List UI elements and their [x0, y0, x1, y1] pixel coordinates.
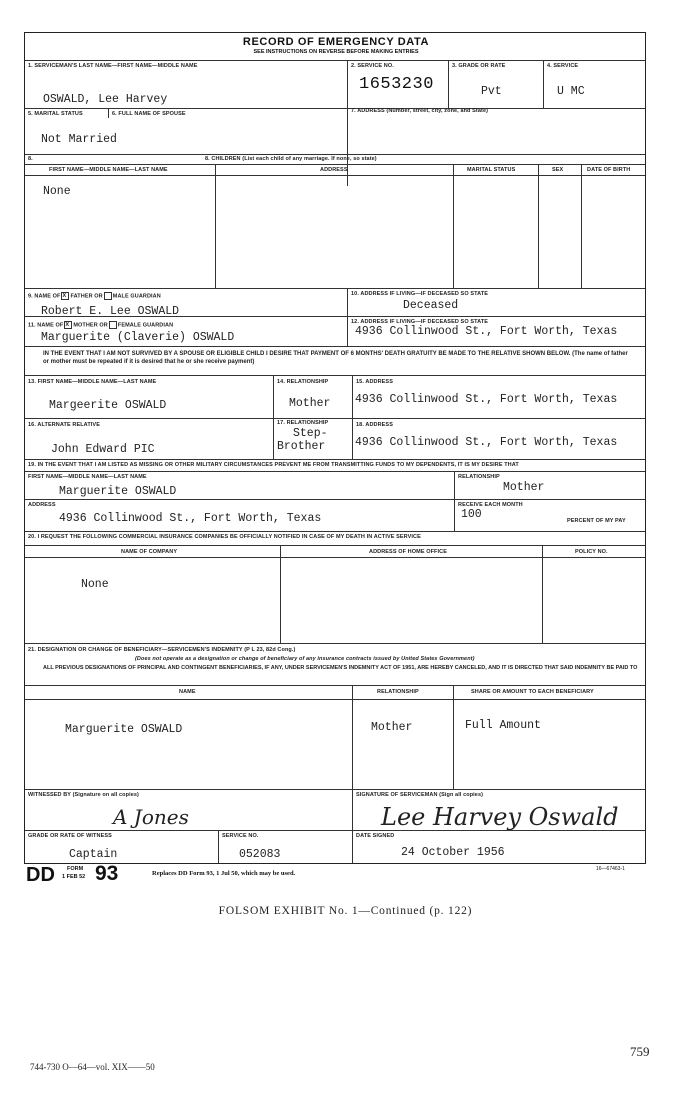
alternate-relative-name: John Edward PIC [51, 443, 155, 456]
divider [218, 830, 219, 863]
children-col-dob: DATE OF BIRTH [587, 167, 631, 173]
field-21-text: ALL PREVIOUS DESIGNATIONS OF PRINCIPAL AND CONTINGENT BENEFICIARIES, IF ANY, UNDER SERVICEMEN'S INDEMNITY ACT OF 1951, ARE HEREBY CANCELED, AND IT IS DIRECTED THAT SAID INDEMNITY BE PAID TO [43, 665, 638, 671]
allotment-name-label: FIRST NAME—MIDDLE NAME—LAST NAME [28, 474, 147, 480]
print-line: 744-730 O—64—vol. XIX——50 [30, 1062, 155, 1072]
divider [25, 471, 645, 472]
divider [543, 60, 544, 108]
page-number: 759 [630, 1044, 650, 1059]
serviceman-signature: Lee Harvey Oswald [381, 803, 619, 831]
field-8-number: 8. [28, 156, 33, 162]
divider [25, 499, 645, 500]
gratuity-relationship: Mother [289, 397, 331, 410]
serviceman-signature-label: SIGNATURE OF SERVICEMAN (Sign all copies) [356, 792, 484, 798]
divider [108, 108, 109, 118]
serviceman-name: OSWALD, Lee Harvey [43, 93, 168, 106]
beneficiary-share: Full Amount [465, 719, 541, 732]
field-20-header: 20. I REQUEST THE FOLLOWING COMMERCIAL INSURANCE COMPANIES BE OFFICIALLY NOTIFIED IN CASE OF MY DEATH IN ACTIVE SERVICE [28, 534, 421, 540]
field-21-header: 21. DESIGNATION OR CHANGE OF BENEFICIARY—SERVICEMEN'S INDEMNITY (P L 23, 82d Cong.) [28, 647, 296, 653]
field-15-label: 15. ADDRESS [356, 379, 393, 385]
divider [25, 545, 645, 546]
witness-grade-label: GRADE OR RATE OF WITNESS [28, 833, 112, 839]
mother-address: 4936 Collinwood St., Fort Worth, Texas [355, 325, 618, 338]
percent-label: PERCENT OF MY PAY [567, 518, 626, 524]
father-name: Robert E. Lee OSWALD [41, 305, 180, 318]
service-value: U MC [557, 85, 585, 98]
divider [25, 375, 645, 376]
field-4-label: 4. SERVICE [547, 63, 579, 69]
divider [25, 316, 645, 317]
beneficiary-col-share: SHARE OR AMOUNT TO EACH BENEFICIARY [471, 689, 594, 695]
witness-label: WITNESSED BY (Signature on all copies) [28, 792, 139, 798]
form-replaces: Replaces DD Form 93, 1 Jul 50, which may be used. [152, 870, 296, 877]
divider [25, 108, 645, 109]
divider [280, 545, 281, 643]
divider [25, 175, 645, 176]
receive-value: 100 [461, 508, 482, 521]
form-number: 93 [95, 862, 119, 885]
print-code: 16—67463-1 [596, 866, 625, 872]
mother-name: Marguerite (Claverie) OSWALD [41, 331, 235, 344]
field-1-label: 1. SERVICEMAN'S LAST NAME—FIRST NAME—MIDDLE NAME [28, 63, 198, 69]
witness-service-no-label: SERVICE NO. [222, 833, 259, 839]
field-21-note: (Does not operate as a designation or change of beneficiary of any insurance contracts issued by United States Government) [135, 656, 475, 662]
field-16-label: 16. ALTERNATE RELATIVE [28, 422, 100, 428]
divider [25, 346, 645, 347]
field-18-label: 18. ADDRESS [356, 422, 393, 428]
date-signed-label: DATE SIGNED [356, 833, 395, 839]
grade-value: Pvt [481, 85, 502, 98]
marital-status-value: Not Married [41, 133, 117, 146]
divider [352, 375, 353, 459]
form-title: RECORD OF EMERGENCY DATA [242, 36, 430, 48]
children-header: 8. CHILDREN (List each child of any marriage. If none, so state) [205, 156, 377, 162]
receive-label: RECEIVE EACH MONTH [458, 502, 523, 508]
form-word: FORM [67, 866, 84, 872]
children-col-sex: SEX [552, 167, 564, 173]
date-signed: 24 October 1956 [401, 846, 505, 859]
allotment-address-label: ADDRESS [28, 502, 56, 508]
divider [25, 789, 645, 790]
insurance-col-address: ADDRESS OF HOME OFFICE [369, 549, 447, 555]
field-5-label: 5. MARITAL STATUS [28, 111, 83, 117]
divider [273, 375, 274, 459]
insurance-col-company: NAME OF COMPANY [121, 549, 178, 555]
field-10-label: 10. ADDRESS IF LIVING—IF DECEASED SO STATE [351, 291, 489, 297]
divider [25, 418, 645, 419]
divider [25, 643, 645, 644]
divider [25, 154, 645, 155]
beneficiary-col-name: NAME [179, 689, 196, 695]
divider [215, 164, 216, 288]
divider [25, 60, 645, 61]
divider [352, 685, 353, 789]
divider [25, 164, 645, 165]
children-col-name: FIRST NAME—MIDDLE NAME—LAST NAME [49, 167, 168, 173]
insurance-value: None [81, 578, 109, 591]
alternate-address: 4936 Collinwood St., Fort Worth, Texas [355, 436, 618, 449]
gratuity-text: IN THE EVENT THAT I AM NOT SURVIVED BY A SPOUSE OR ELIGIBLE CHILD I DESIRE THAT PAYMENT OF 6 MONTHS' DEATH GRATUITY BE MADE TO THE RELATIVE SHOWN BELOW. (The name of father or mother must be repeated if it is desired that he or she receive payment) [43, 351, 628, 365]
field-9-label: 9. NAME OF X FATHER OR MALE GUARDIAN [28, 293, 161, 300]
allotment-rel-label: RELATIONSHIP [458, 474, 500, 480]
divider [542, 545, 543, 643]
children-value: None [43, 185, 71, 198]
witness-service-no: 052083 [239, 848, 281, 861]
divider [347, 288, 348, 346]
divider [25, 288, 645, 289]
field-12-label: 12. ADDRESS IF LIVING—IF DECEASED SO STATE [351, 319, 489, 325]
divider [25, 830, 645, 831]
witness-signature: A Jones [113, 805, 189, 829]
allotment-address: 4936 Collinwood St., Fort Worth, Texas [59, 512, 322, 525]
beneficiary-relationship: Mother [371, 721, 413, 734]
divider [25, 459, 645, 460]
divider [25, 557, 645, 558]
divider [453, 685, 454, 789]
field-14-label: 14. RELATIONSHIP [277, 379, 329, 385]
field-11-label: 11. NAME OF X MOTHER OR FEMALE GUARDIAN [28, 322, 174, 329]
allotment-name: Marguerite OSWALD [59, 485, 177, 498]
form-dd: DD [26, 864, 55, 886]
divider [352, 789, 353, 863]
field-19-header: 19. IN THE EVENT THAT I AM LISTED AS MISSING OR OTHER MILITARY CIRCUMSTANCES PREVENT ME FROM TRANSMITTING FUNDS TO MY DEPENDENTS, IT IS MY DESIRE THAT [28, 462, 519, 468]
children-col-marital: MARITAL STATUS [467, 167, 516, 173]
father-address: Deceased [403, 299, 459, 312]
beneficiary-col-rel: RELATIONSHIP [377, 689, 419, 695]
field-17-label: 17. RELATIONSHIP [277, 420, 329, 426]
form-date: 1 FEB 52 [62, 874, 86, 880]
divider [25, 699, 645, 700]
field-6-label: 6. FULL NAME OF SPOUSE [112, 111, 186, 117]
divider [454, 471, 455, 531]
exhibit-caption: FOLSOM EXHIBIT No. 1—Continued (p. 122) [218, 905, 473, 917]
children-col-address: ADDRESS [320, 167, 348, 173]
service-number: 1653230 [359, 75, 434, 94]
field-13-label: 13. FIRST NAME—MIDDLE NAME—LAST NAME [28, 379, 157, 385]
beneficiary-name: Marguerite OSWALD [65, 723, 183, 736]
gratuity-address: 4936 Collinwood St., Fort Worth, Texas [355, 393, 618, 406]
alternate-relationship-2: Brother [277, 440, 326, 453]
form-subtitle: SEE INSTRUCTIONS ON REVERSE BEFORE MAKING ENTRIES [253, 49, 419, 55]
divider [538, 164, 539, 288]
divider [453, 164, 454, 288]
divider [448, 60, 449, 108]
gratuity-recipient-name: Margeerite OSWALD [49, 399, 167, 412]
alternate-relationship-1: Step- [293, 427, 328, 440]
insurance-col-policy: POLICY NO. [575, 549, 608, 555]
divider [581, 164, 582, 288]
divider [25, 685, 645, 686]
divider [25, 531, 645, 532]
emergency-data-form [24, 32, 646, 864]
witness-grade: Captain [69, 848, 118, 861]
field-7-label: 7. ADDRESS (Number, street, city, zone, and State) [351, 108, 489, 114]
field-2-label: 2. SERVICE NO. [351, 63, 394, 69]
allotment-relationship: Mother [503, 481, 545, 494]
field-3-label: 3. GRADE OR RATE [452, 63, 506, 69]
